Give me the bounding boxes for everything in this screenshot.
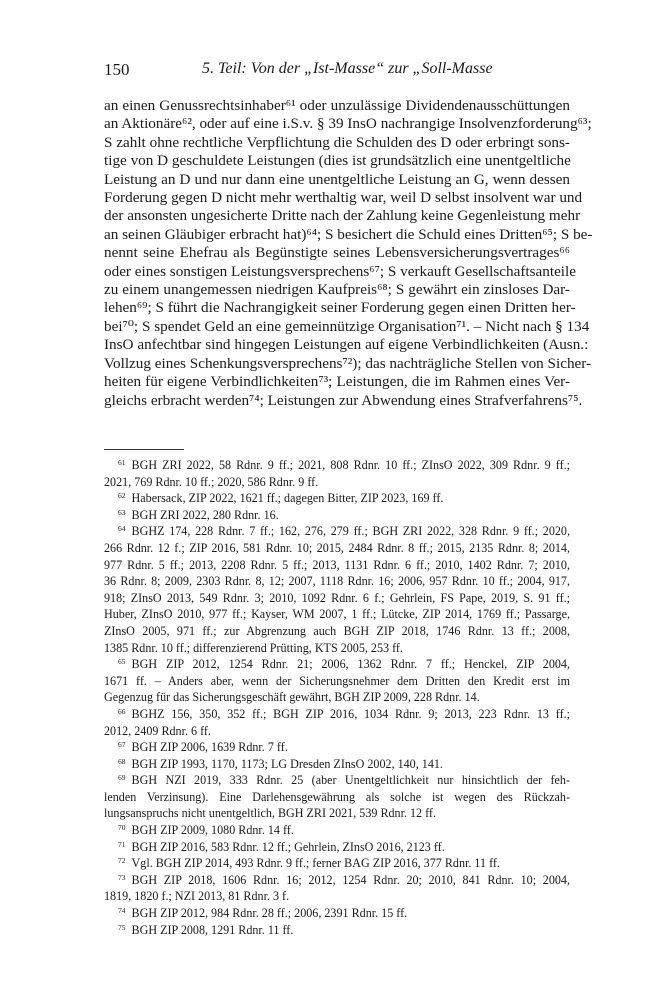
footnote-number: 64 bbox=[118, 524, 126, 534]
footnote-number: 74 bbox=[118, 905, 126, 915]
main-text-line: nennt seine Ehefrau als Begünstigte seines Lebensversicherungsvertrages⁶⁶ bbox=[104, 244, 570, 262]
footnote-text-line: Habersack, ZIP 2022, 1621 ff.; dagegen Bitter, ZIP 2023, 169 ff. bbox=[131, 491, 444, 506]
footnote-66 bbox=[104, 706, 570, 739]
footnote-text-line: lenden Verzinsung). Eine Darlehensgewährung als solche ist wegen des Rückzah- bbox=[104, 789, 570, 804]
footnote-72 bbox=[104, 855, 570, 872]
main-text bbox=[104, 97, 593, 410]
footnote-text-line: BGH ZIP 2016, 583 Rdnr. 12 ff.; Gehrlein, ZInsO 2016, 2123 ff. bbox=[131, 839, 445, 854]
footnote-71 bbox=[104, 839, 570, 856]
footnote-text-line: BGH ZIP 2012, 1254 Rdnr. 21; 2006, 1362 Rdnr. 7 ff.; Henckel, ZIP 2004, bbox=[131, 657, 570, 672]
footnote-text-line: 2012, 2409 Rdnr. 6 ff. bbox=[104, 723, 211, 738]
footnote-text-line: 1385 Rdnr. 10 ff.; differenzierend Prütting, KTS 2005, 253 ff. bbox=[104, 640, 403, 655]
main-text-line: lehen⁶⁹; S führt die Nachrangigkeit seiner Forderung gegen einen Dritten her- bbox=[104, 299, 576, 317]
main-text-line: gleichs erbracht werden⁷⁴; Leistungen zur Abwendung eines Strafverfahrens⁷⁵. bbox=[104, 391, 583, 409]
running-title: 5. Teil: Von der „Ist-Masse“ zur „Soll-Masse bbox=[202, 60, 493, 77]
footnote-number: 73 bbox=[118, 872, 126, 882]
footnote-69 bbox=[104, 772, 570, 822]
footnote-text-line: BGH ZIP 2009, 1080 Rdnr. 14 ff. bbox=[131, 823, 294, 838]
footnote-text-line: 918; ZInsO 2013, 549 Rdnr. 3; 2010, 1092 Rdnr. 6 f.; Gehrlein, FS Pape, 2019, S. 91 ff.; bbox=[104, 590, 570, 605]
main-text-line: der ansonsten ungesicherte Dritte nach der Zahlung keine Gegenleistung mehr bbox=[104, 207, 581, 225]
footnote-number: 63 bbox=[118, 507, 126, 517]
main-text-line: InsO anfechtbar sind hingegen Leistungen auf eigene Verbindlichkeiten (Ausn.: bbox=[104, 336, 589, 354]
footnote-text-line: BGH ZIP 1993, 1170, 1173; LG Dresden ZInsO 2002, 140, 141. bbox=[131, 756, 443, 771]
main-text-line: oder eines sonstigen Leistungsversprechens⁶⁷; S verkauft Gesellschaftsanteile bbox=[104, 262, 576, 280]
footnote-text-line: BGH ZIP 2018, 1606 Rdnr. 16; 2012, 1254 Rdnr. 20; 2010, 841 Rdnr. 10; 2004, bbox=[131, 872, 570, 887]
footnote-68 bbox=[104, 756, 570, 773]
footnote-text-line: 266 Rdnr. 12 f.; ZIP 2016, 581 Rdnr. 10; 2015, 2484 Rdnr. 8 ff.; 2015, 2135 Rdnr. 8; 2014, bbox=[104, 540, 570, 555]
main-text-line: Forderung gegen D nicht mehr werthaltig war, weil D selbst insolvent war und bbox=[104, 189, 583, 207]
footnote-number: 72 bbox=[118, 856, 126, 866]
footnote-73 bbox=[104, 872, 570, 905]
footnote-text-line: 1671 ff. – Anders aber, wenn der Sicherungsnehmer dem Dritten den Kredit erst im bbox=[104, 673, 570, 688]
main-text-line: Vollzug eines Schenkungsversprechens⁷²); das nachträgliche Stellen von Sicher- bbox=[104, 354, 592, 372]
footnote-number: 66 bbox=[118, 706, 126, 716]
footnotes bbox=[104, 457, 570, 938]
footnote-70 bbox=[104, 822, 570, 839]
footnote-75 bbox=[104, 922, 570, 939]
footnote-65 bbox=[104, 656, 570, 706]
footnote-62 bbox=[104, 490, 570, 507]
main-text-line: S zahlt ohne rechtliche Verpflichtung die Schulden des D oder erbringt sons- bbox=[104, 133, 570, 151]
footnote-number: 65 bbox=[118, 657, 126, 666]
footnote-number: 62 bbox=[118, 491, 126, 501]
footnote-text-line: BGH ZIP 2006, 1639 Rdnr. 7 ff. bbox=[131, 740, 288, 755]
footnote-number: 67 bbox=[118, 739, 126, 749]
footnote-number: 71 bbox=[118, 839, 126, 849]
footnote-text-line: BGH ZIP 2012, 984 Rdnr. 28 ff.; 2006, 2391 Rdnr. 15 ff. bbox=[131, 906, 408, 921]
main-text-line: Leistung an D und nur dann eine unentgeltliche Leistung an G, wenn dessen bbox=[104, 170, 570, 188]
footnote-text-line: Huber, ZInsO 2010, 977 ff.; Kayser, WM 2007, 1 ff.; Lütcke, ZIP 2014, 1769 ff.; Passarge, bbox=[104, 607, 570, 622]
footnote-text-line: lungsanspruchs nicht unentgeltlich, BGH ZRI 2021, 539 Rdnr. 12 ff. bbox=[104, 806, 436, 821]
footnote-text-line: BGH ZIP 2008, 1291 Rdnr. 11 ff. bbox=[131, 922, 294, 937]
footnote-number: 70 bbox=[118, 822, 126, 832]
main-text-line: an einen Genussrechtsinhaber⁶¹ oder unzulässige Dividendenausschüttungen bbox=[104, 97, 570, 114]
footnote-text-line: BGH ZRI 2022, 58 Rdnr. 9 ff.; 2021, 808 Rdnr. 10 ff.; ZInsO 2022, 309 Rdnr. 9 ff.; bbox=[131, 458, 570, 472]
footnote-text-line: 977 Rdnr. 5 ff.; 2013, 2208 Rdnr. 5 ff.; 2013, 1131 Rdnr. 6 ff.; 2010, 1402 Rdnr. 7; 2010, bbox=[104, 557, 570, 572]
main-text-line: zu einem unangemessen niedrigen Kaufpreis⁶⁸; S gewährt ein zinsloses Dar- bbox=[104, 281, 570, 299]
footnote-text-line: BGH ZRI 2022, 280 Rdnr. 16. bbox=[131, 507, 279, 522]
footnote-text-line: BGH NZI 2019, 333 Rdnr. 25 (aber Unentgeltlichkeit nur hinsichtlich der feh- bbox=[131, 773, 570, 788]
footnote-number: 69 bbox=[118, 773, 126, 783]
footnote-separator bbox=[104, 449, 184, 450]
main-text-line: an Aktionäre⁶², oder auf eine i.S.v. § 39 InsO nachrangige Insolvenzforderung⁶³; bbox=[104, 115, 592, 133]
footnote-64 bbox=[104, 523, 570, 656]
footnote-number: 68 bbox=[118, 756, 126, 766]
footnote-61 bbox=[104, 457, 570, 490]
footnote-text-line: Vgl. BGH ZIP 2014, 493 Rdnr. 9 ff.; ferner BAG ZIP 2016, 377 Rdnr. 11 ff. bbox=[131, 856, 500, 871]
footnote-text-line: BGHZ 156, 350, 352 ff.; BGH ZIP 2016, 1034 Rdnr. 9; 2013, 223 Rdnr. 13 ff.; bbox=[131, 706, 570, 721]
main-text-line: tige von D geschuldete Leistungen (dies ist grundsätzlich eine unentgeltliche bbox=[104, 152, 571, 170]
footnote-text-line: 2021, 769 Rdnr. 10 ff.; 2020, 586 Rdnr. 9 ff. bbox=[104, 474, 319, 489]
footnote-text-line: ZInsO 2005, 971 ff.; zur Abgrenzung auch BGH ZIP 2018, 1746 Rdnr. 13 ff.; 2008, bbox=[104, 623, 570, 638]
footnote-67 bbox=[104, 739, 570, 756]
page-number: 150 bbox=[104, 60, 130, 79]
main-text-line: an seinen Gläubiger erbracht hat)⁶⁴; S besichert die Schuld eines Dritten⁶⁵; S be- bbox=[104, 225, 593, 243]
main-text-line: heiten für eigene Verbindlichkeiten⁷³; Leistungen, die im Rahmen eines Ver- bbox=[104, 373, 570, 391]
footnote-text-line: 36 Rdnr. 8; 2009, 2303 Rdnr. 8, 12; 2007, 1118 Rdnr. 16; 2006, 957 Rdnr. 10 ff.; 2004, 917, bbox=[104, 574, 570, 589]
footnote-63 bbox=[104, 507, 570, 524]
page-header bbox=[104, 60, 570, 84]
footnote-74 bbox=[104, 905, 570, 922]
footnote-number: 75 bbox=[118, 922, 126, 932]
footnote-text-line: BGHZ 174, 228 Rdnr. 7 ff.; 162, 276, 279 ff.; BGH ZRI 2022, 328 Rdnr. 9 ff.; 2020, bbox=[131, 524, 570, 539]
main-text-line: bei⁷⁰; S spendet Geld an eine gemeinnützige Organisation⁷¹. – Nicht nach § 134 bbox=[104, 317, 590, 335]
footnote-text-line: 1819, 1820 f.; NZI 2013, 81 Rdnr. 3 f. bbox=[104, 889, 290, 904]
footnote-number: 61 bbox=[118, 457, 126, 467]
footnote-text-line: Gegenzug für das Sicherungsgeschäft gewährt, BGH ZIP 2009, 228 Rdnr. 14. bbox=[104, 690, 480, 705]
